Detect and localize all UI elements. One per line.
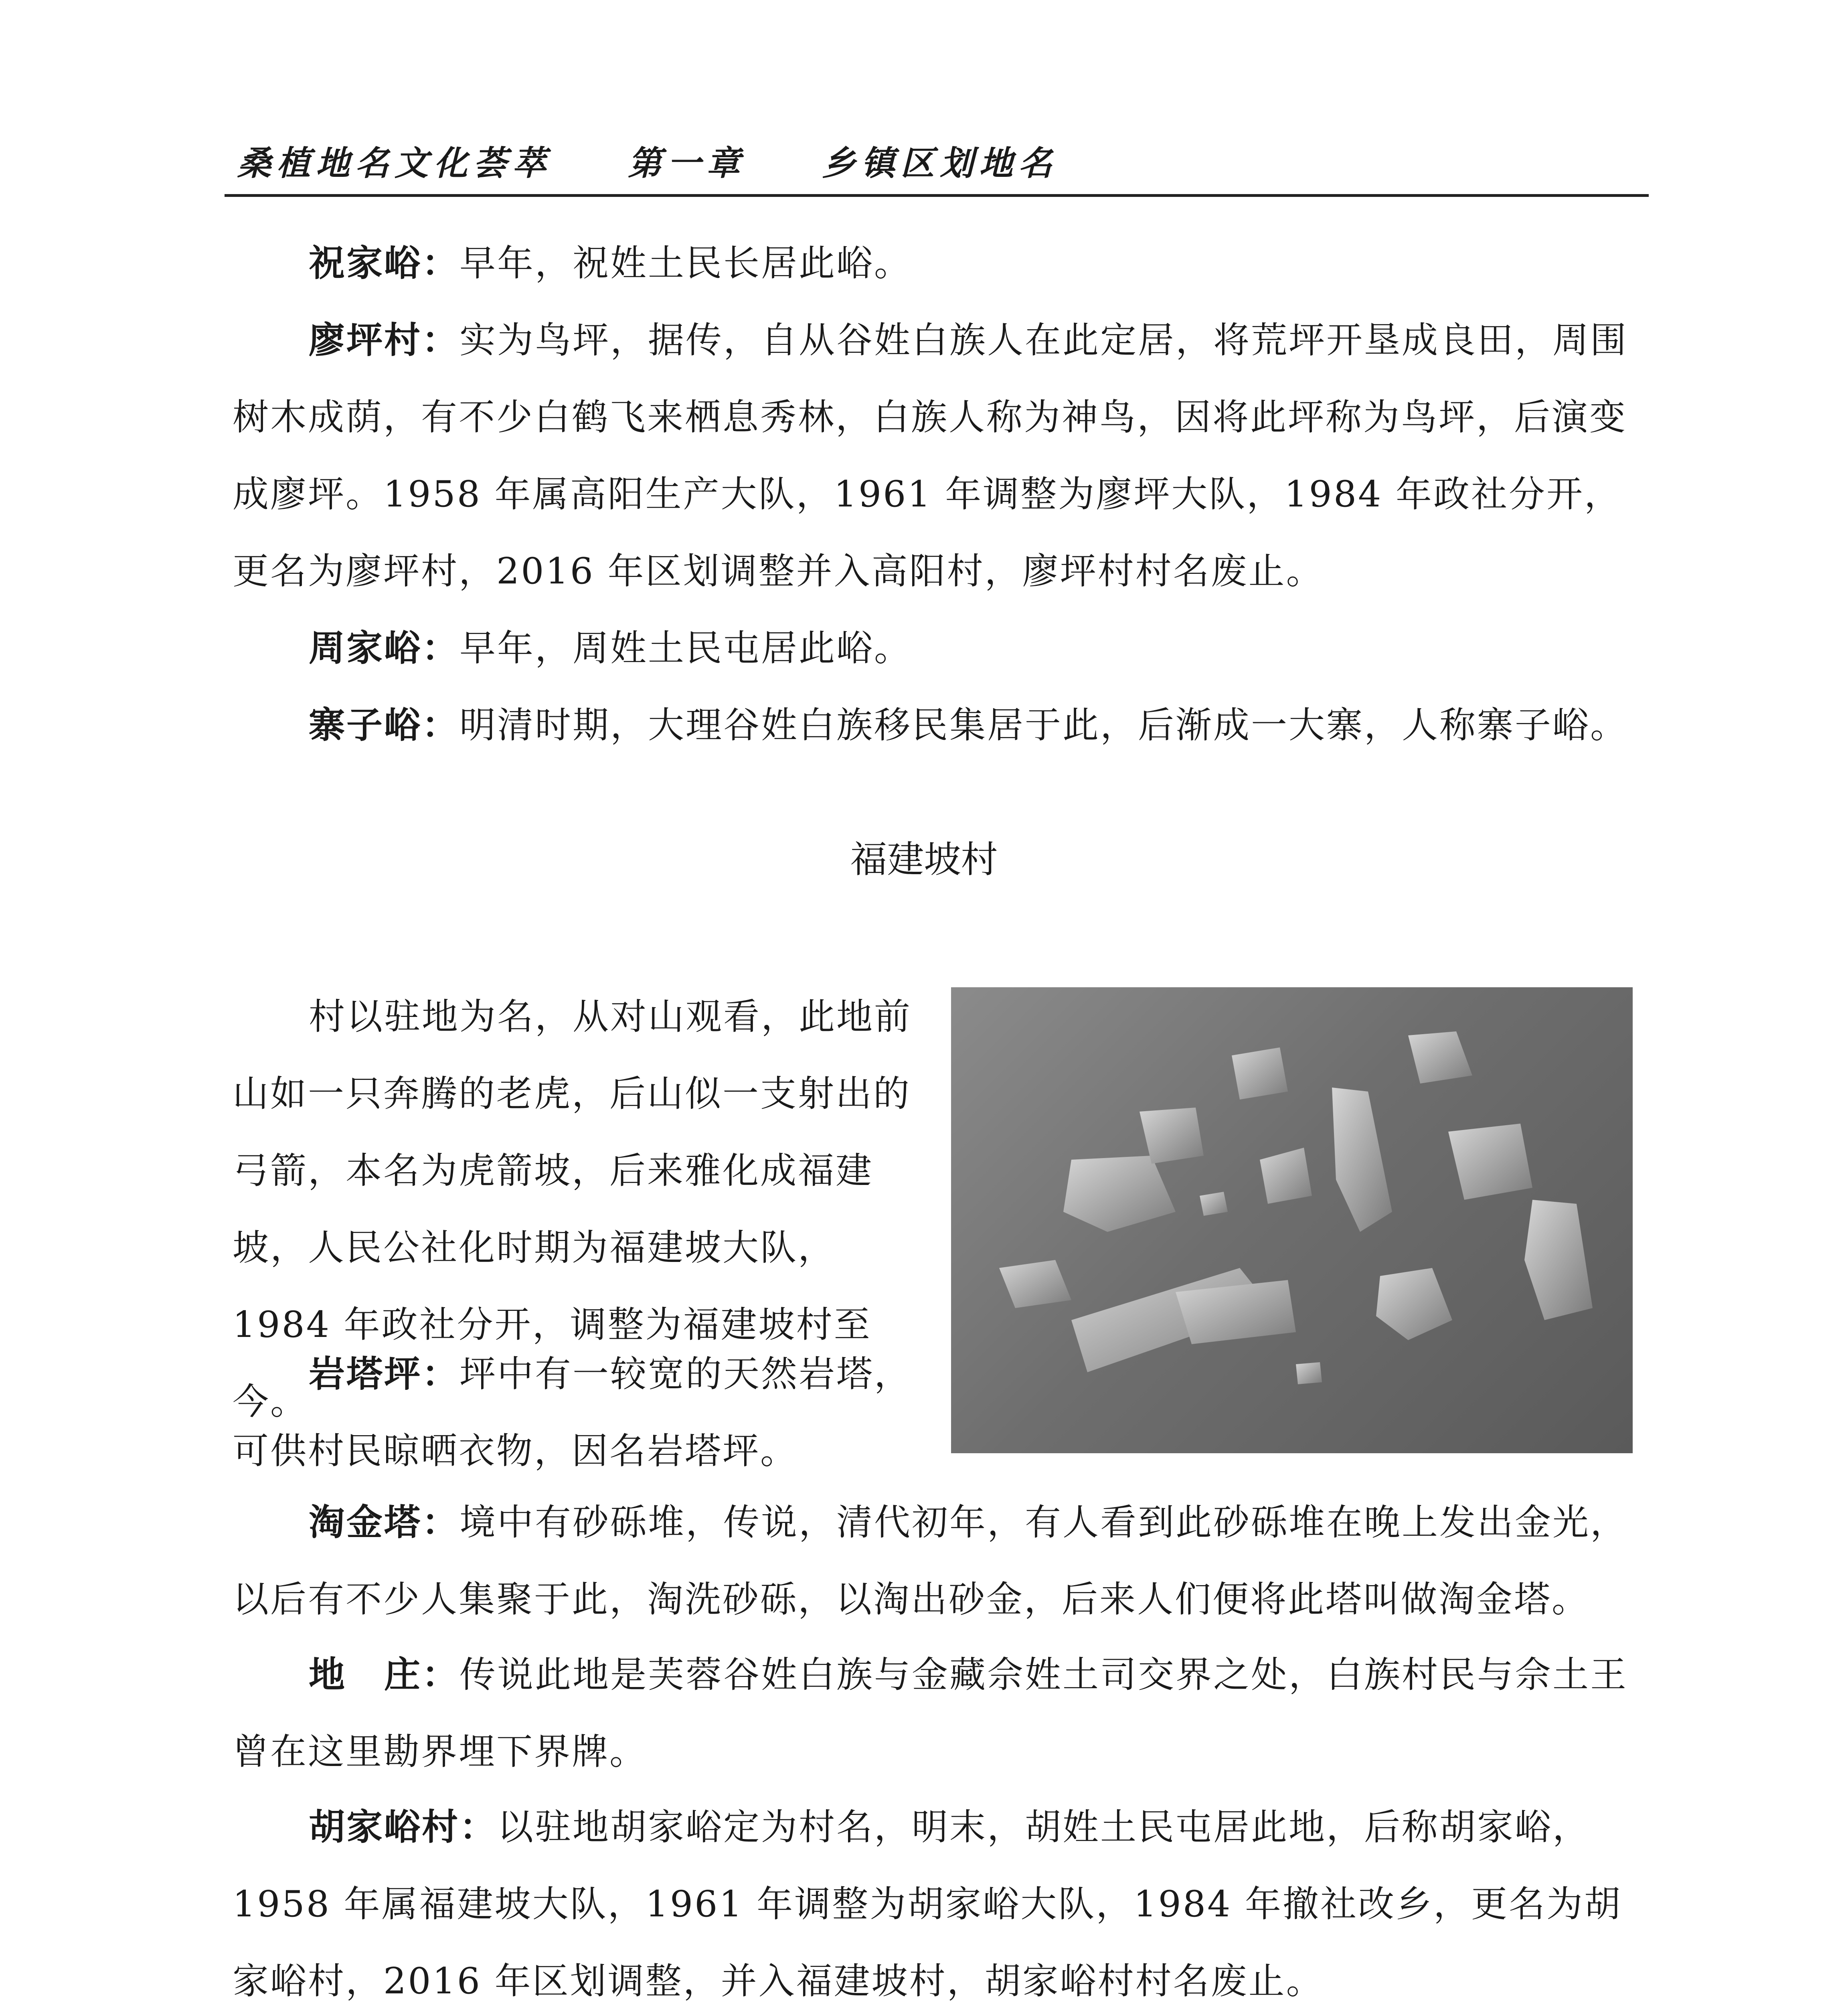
entry-taojinta bbox=[233, 1484, 1652, 1638]
section-label: 乡镇区划地名 bbox=[822, 143, 1058, 183]
rock-13 bbox=[1200, 1192, 1228, 1216]
entry-zhujiayu bbox=[233, 225, 1652, 302]
entry-term: 廖坪村： bbox=[309, 319, 459, 361]
entry-text: 坪中有一较宽的天然岩塔，可供村民晾晒衣物，因名岩塔坪。 bbox=[233, 1353, 912, 1472]
entry-text: 境中有砂砾堆，传说，清代初年，有人看到此砂砾堆在晚上发出金光，以后有不少人集聚于此，淘洗砂砾，以淘出砂金，后来人们便将此塔叫做淘金塔。 bbox=[233, 1501, 1628, 1620]
book-title: 桑植地名文化荟萃 bbox=[237, 143, 552, 183]
entry-term: 祝家峪： bbox=[309, 242, 459, 284]
entry-term: 岩塔坪： bbox=[309, 1353, 459, 1395]
entry-text: 早年，祝姓土民长居此峪。 bbox=[459, 242, 912, 284]
rock-6 bbox=[1408, 1031, 1472, 1084]
entry-term: 胡家峪村： bbox=[309, 1806, 497, 1848]
header-rule bbox=[225, 194, 1649, 197]
rock-4 bbox=[1260, 1148, 1312, 1204]
village-intro: 村以驻地为名，从对山观看，此地前山如一只奔腾的老虎，后山似一支射出的弓箭，本名为虎箭坡，后来雅化成福建坡，人民公社化时期为福建坡大队，1984 年政社分开，调整为福建坡村至今。 bbox=[233, 996, 912, 1423]
entry-text: 传说此地是芙蓉谷姓白族与金藏佘姓土司交界之处，白族村民与佘土王曾在这里勘界埋下界牌。 bbox=[233, 1654, 1628, 1773]
running-header bbox=[237, 136, 1058, 185]
entry-zhoujiayu bbox=[233, 610, 1652, 687]
entry-yantaping bbox=[233, 1335, 930, 1490]
entry-text: 明清时期，大理谷姓白族移民集居于此，后渐成一大寨，人称寨子峪。 bbox=[459, 704, 1628, 746]
entry-term: 寨子峪： bbox=[309, 704, 459, 746]
chapter-label: 第一章 bbox=[628, 143, 746, 183]
entry-term: 地 庄： bbox=[309, 1653, 459, 1696]
entry-text: 早年，周姓土民屯居此峪。 bbox=[459, 627, 912, 669]
section-title: 福建坡村 bbox=[850, 838, 998, 881]
entry-text: 以驻地胡家峪定为村名，明末，胡姓土民屯居此地，后称胡家峪，1958 年属福建坡大队，1961 年调整为胡家峪大队，1984 年撤社改乡，更名为胡家峪村，2016 年区划调整，并入福建坡村，胡家峪村村名废止。 bbox=[233, 1806, 1622, 2002]
entry-zhaiziyu bbox=[233, 687, 1652, 764]
rock-1 bbox=[1063, 1156, 1176, 1232]
rock-7 bbox=[1448, 1124, 1532, 1200]
rock-9 bbox=[1376, 1268, 1452, 1340]
entry-term: 淘金塔： bbox=[309, 1501, 459, 1543]
entry-term: 周家峪： bbox=[309, 627, 459, 669]
rock-14 bbox=[1296, 1362, 1322, 1384]
rock-8 bbox=[1524, 1200, 1593, 1320]
rock-3 bbox=[1232, 1047, 1288, 1100]
rock-photo-image bbox=[951, 987, 1633, 1453]
rock-10 bbox=[999, 1260, 1071, 1308]
rock-photo bbox=[951, 987, 1633, 1453]
entry-dizhuang bbox=[233, 1636, 1652, 1790]
entry-text: 实为鸟坪，据传，自从谷姓白族人在此定居，将荒坪开垦成良田，周围树木成荫，有不少白鹤飞来栖息秀林，白族人称为神鸟，因将此坪称为鸟坪，后演变成廖坪。1958 年属高阳生产大队，1961 年调整为廖坪大队，1984 年政社分开，更名为廖坪村，2016 年区划调整并入高阳村，廖坪村村名废止。 bbox=[233, 319, 1628, 592]
entry-hujiayu bbox=[233, 1788, 1652, 2005]
entry-liaoping bbox=[233, 302, 1652, 610]
rock-2 bbox=[1140, 1108, 1204, 1164]
rock-5 bbox=[1332, 1088, 1392, 1232]
